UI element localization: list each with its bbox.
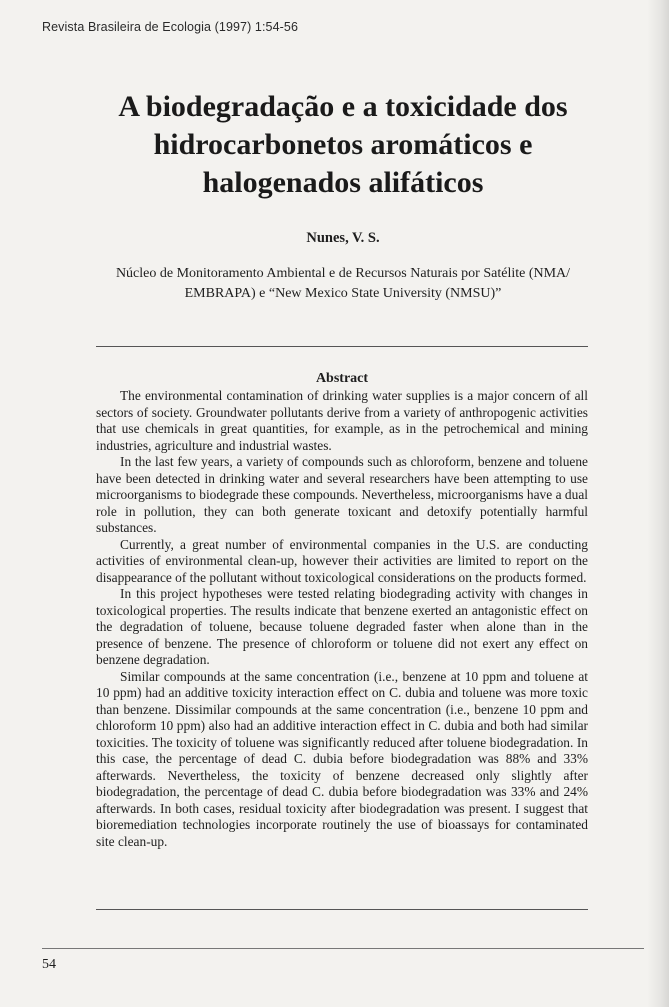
page-number: 54 bbox=[42, 957, 56, 972]
article-title bbox=[60, 88, 626, 202]
footer-rule bbox=[42, 948, 644, 949]
abstract-paragraph: Currently, a great number of environmental companies in the U.S. are conducting activities of environmental clean-up, however their activities are limited to report on the disappearance of the pollutant without toxicological considerations on the products formed. bbox=[96, 536, 588, 585]
divider-bottom bbox=[96, 909, 588, 910]
abstract-heading: Abstract bbox=[315, 371, 369, 386]
page-edge-shadow bbox=[647, 0, 669, 1007]
abstract-paragraph: The environmental contamination of drinking water supplies is a major concern of all sectors of society. Groundwater pollutants derive from a variety of anthropogenic activities that use chemicals in great quantities, for example, as in the petrochemical and mining industries, agriculture and industrial wastes. bbox=[96, 388, 588, 453]
journal-header: Revista Brasileira de Ecologia (1997) 1:54-56 bbox=[42, 20, 299, 34]
author: Nunes, V. S. bbox=[306, 230, 380, 246]
abstract-paragraph: In this project hypotheses were tested relating biodegrading activity with changes in toxicological properties. The results indicate that benzene exerted an antagonistic effect on the degradation of toluene, because toluene degraded faster when alone than in the presence of benzene. The presence of chloroform or toluene did not exert any effect on benzene degradation. bbox=[96, 586, 588, 667]
affiliation bbox=[70, 264, 616, 304]
affiliation-line: EMBRAPA) e “New Mexico State University (NMSU)” bbox=[184, 286, 502, 301]
abstract-paragraph: Similar compounds at the same concentration (i.e., benzene at 10 ppm and toluene at 10 ppm) had an additive toxicity interaction effect on C. dubia and toluene was more toxic than benzene. Dissimilar compounds at the same concentration (i.e., benzene 10 ppm and chloroform 10 ppm) also had an additive interaction effect in C. dubia and both had similar toxicities. The toxicity of toluene was significantly reduced after toluene biodegradation. In this case, the percentage of dead C. dubia before biodegradation was 88% and 33% afterwards. Nevertheless, the toxicity of benzene decreased only slightly after biodegradation, the percentage of dead C. dubia before biodegradation was 33% and 24% afterwards. In both cases, residual toxicity after biodegradation was present. I suggest that bioremediation technologies incorporate routinely the use of bioassays for contaminated site clean-up. bbox=[96, 668, 588, 849]
abstract-body bbox=[96, 388, 588, 850]
divider-top bbox=[96, 346, 588, 347]
title-line: A biodegradação e a toxicidade dos bbox=[118, 90, 568, 123]
title-line: hidrocarbonetos aromáticos e bbox=[153, 128, 533, 161]
abstract-paragraph: In the last few years, a variety of compounds such as chloroform, benzene and toluene have been detected in drinking water and several researchers have been attempting to use microorganisms to biodegrade these compounds. Nevertheless, microorganisms have a dual role in pollution, they can both generate toxicant and detoxify potentially harmful substances. bbox=[96, 454, 588, 535]
title-line: halogenados alifáticos bbox=[202, 166, 484, 199]
affiliation-line: Núcleo de Monitoramento Ambiental e de Recursos Naturais por Satélite (NMA/ bbox=[115, 266, 571, 281]
